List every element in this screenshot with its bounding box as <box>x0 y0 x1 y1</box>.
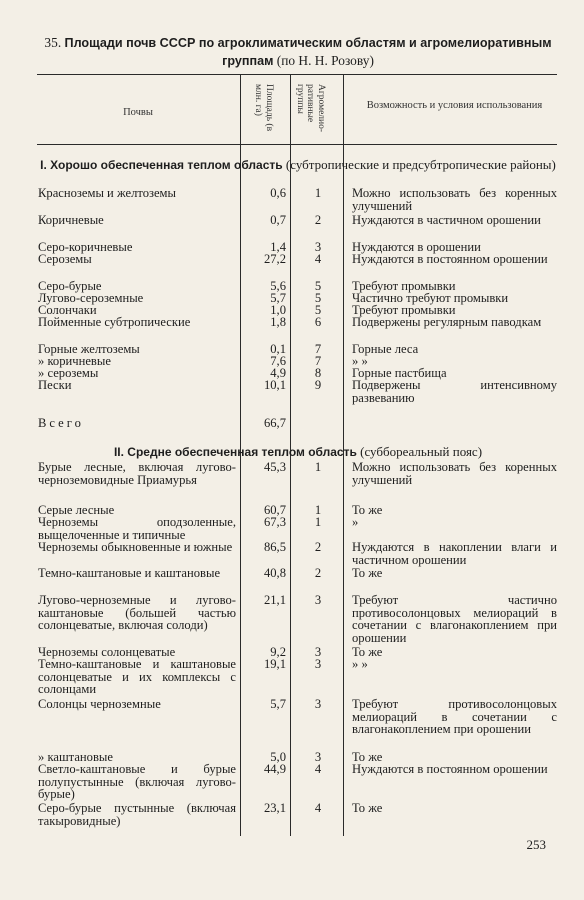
soil-area: 5,7 <box>270 697 286 711</box>
soil-area: 9,2 <box>270 645 286 659</box>
agro-group: 3 <box>314 697 322 711</box>
header-usage: Возможность и условия использования <box>366 100 543 111</box>
soil-name: Коричневые <box>38 213 104 227</box>
soil-area: 1,4 <box>270 240 286 254</box>
soil-area: 5,7 <box>270 291 286 305</box>
agro-group: 1 <box>314 186 322 200</box>
section-1-title <box>38 157 558 173</box>
soil-area: 0,1 <box>270 342 286 356</box>
soil-area: 23,1 <box>263 801 286 815</box>
usage-conditions: То же <box>352 750 383 764</box>
soil-name: Горные желтоземы <box>38 342 140 356</box>
soil-area: 21,1 <box>263 593 286 607</box>
usage-conditions: Подвержены интенсивному развеванию <box>352 378 557 405</box>
agro-group: 7 <box>314 342 322 356</box>
soil-name: Лугово-черноземные и лугово-каштановые (большей частью солонцеватые, включая солоди) <box>38 593 236 633</box>
usage-conditions: Можно использовать без коренных улучшений <box>352 460 557 487</box>
agro-group: 1 <box>314 503 322 517</box>
usage-conditions: Частично требуют промывки <box>352 291 509 305</box>
usage-conditions: Нуждаются в частичном орошении <box>352 213 541 227</box>
soil-area: 45,3 <box>263 460 286 474</box>
agro-group: 2 <box>314 566 322 580</box>
soil-name: Сероземы <box>38 252 92 266</box>
header-group: Агромелио-ративные группы <box>295 84 326 133</box>
usage-conditions: Нуждаются в постоянном орошении <box>352 252 548 266</box>
soil-name: Темно-каштановые и каштановые солонцеватые и их комплексы с солонцами <box>38 657 236 697</box>
soil-name: Солонцы черноземные <box>38 697 161 711</box>
agro-group: 5 <box>314 279 322 293</box>
soil-name: Черноземы оподзоленные, выщелоченные и типичные <box>38 515 236 542</box>
table-title <box>38 34 558 70</box>
header-bottom-rule <box>37 144 557 145</box>
agro-group: 3 <box>314 750 322 764</box>
soil-name: Бурые лесные, включая лугово-черноземовидные Приамурья <box>38 460 236 487</box>
agro-group: 4 <box>314 252 322 266</box>
section-1-title-bold: I. Хорошо обеспеченная теплом область <box>40 158 283 172</box>
agro-group: 3 <box>314 240 322 254</box>
soil-area: 67,3 <box>263 515 286 529</box>
agro-group: 4 <box>314 801 322 815</box>
soil-name: Светло-каштановые и бурые полупустынные (включая лугово-бурые) <box>38 762 236 802</box>
usage-conditions: » <box>352 515 359 529</box>
usage-conditions: Подвержены регулярным паводкам <box>352 315 542 329</box>
agro-group: 9 <box>314 378 322 392</box>
soil-area: 27,2 <box>263 252 286 266</box>
soil-area: 86,5 <box>263 540 286 554</box>
usage-conditions: » » <box>352 657 368 671</box>
soil-area: 40,8 <box>263 566 286 580</box>
usage-conditions: Требуют противосолонцовых мелиораций в сочетании с влагонакоплением при орошении <box>352 697 557 737</box>
soil-name: Черноземы обыкновенные и южные <box>38 540 233 554</box>
soil-area: 19,1 <box>263 657 286 671</box>
agro-group: 8 <box>314 366 322 380</box>
agro-group: 2 <box>314 540 322 554</box>
usage-conditions: То же <box>352 566 383 580</box>
soil-area: 7,6 <box>270 354 286 368</box>
soil-name: » коричневые <box>38 354 111 368</box>
soil-name: Серые лесные <box>38 503 115 517</box>
section-2-title-rest: (суббореальный пояс) <box>360 444 483 459</box>
total-value: 66,7 <box>263 416 286 430</box>
soil-name: Черноземы солонцеватые <box>38 645 176 659</box>
soil-area: 1,8 <box>270 315 286 329</box>
agro-group: 7 <box>314 354 322 368</box>
usage-conditions: Требуют промывки <box>352 279 456 293</box>
soil-name: Серо-коричневые <box>38 240 133 254</box>
soil-name: Серо-бурые <box>38 279 102 293</box>
section-1-title-rest: (субтропические и предсубтропические районы) <box>285 157 556 172</box>
usage-conditions: Требуют частично противосолонцовых мелиораций в сочетании с влагонакоплением при орошении <box>352 593 557 645</box>
agro-group: 1 <box>314 460 322 474</box>
usage-conditions: Требуют промывки <box>352 303 456 317</box>
section-2-title <box>38 444 558 460</box>
usage-conditions: То же <box>352 801 383 815</box>
soil-area: 10,1 <box>263 378 286 392</box>
section-2-title-bold: II. Средне обеспеченная теплом область <box>113 445 357 459</box>
soil-area: 0,7 <box>270 213 286 227</box>
usage-conditions: » » <box>352 354 368 368</box>
agro-group: 5 <box>314 303 322 317</box>
usage-conditions: Нуждаются в накоплении влаги и частичном орошении <box>352 540 557 567</box>
soil-name: Пески <box>38 378 72 392</box>
soil-area: 1,0 <box>270 303 286 317</box>
header-area: Площадь (в млн. га) <box>253 84 274 132</box>
soil-name: Серо-бурые пустынные (включая такыровидные) <box>38 801 236 828</box>
soil-area: 0,6 <box>270 186 286 200</box>
usage-conditions: Горные леса <box>352 342 419 356</box>
header-soils: Почвы <box>123 107 153 118</box>
agro-group: 4 <box>314 762 322 776</box>
soil-area: 5,0 <box>270 750 286 764</box>
soil-name: Солончаки <box>38 303 97 317</box>
page-number: 253 <box>526 837 546 852</box>
soil-area: 44,9 <box>263 762 286 776</box>
agro-group: 3 <box>314 593 322 607</box>
soil-name: » каштановые <box>38 750 113 764</box>
soil-area: 4,9 <box>270 366 286 380</box>
usage-conditions: Нуждаются в орошении <box>352 240 481 254</box>
agro-group: 3 <box>314 645 322 659</box>
usage-conditions: То же <box>352 645 383 659</box>
header-top-rule <box>37 74 557 75</box>
soil-name: Лугово-сероземные <box>38 291 144 305</box>
table-title-main: Площади почв СССР по агроклиматическим областям и агромелиоративным группам <box>64 36 552 68</box>
total-label: Всего <box>38 416 84 430</box>
soil-area: 60,7 <box>263 503 286 517</box>
agro-group: 6 <box>314 315 322 329</box>
usage-conditions: Горные пастбища <box>352 366 447 380</box>
soil-name: Темно-каштановые и каштановые <box>38 566 221 580</box>
usage-conditions: То же <box>352 503 383 517</box>
usage-conditions: Можно использовать без коренных улучшений <box>352 186 557 213</box>
agro-group: 2 <box>314 213 322 227</box>
table-title-author: (по Н. Н. Розову) <box>276 53 374 68</box>
agro-group: 3 <box>314 657 322 671</box>
usage-conditions: Нуждаются в постоянном орошении <box>352 762 548 776</box>
table-number: 35. <box>44 35 62 50</box>
soil-name: Пойменные субтропические <box>38 315 191 329</box>
soil-name: Красноземы и желтоземы <box>38 186 176 200</box>
agro-group: 1 <box>314 515 322 529</box>
soil-name: » сероземы <box>38 366 99 380</box>
agro-group: 5 <box>314 291 322 305</box>
soil-area: 5,6 <box>270 279 286 293</box>
